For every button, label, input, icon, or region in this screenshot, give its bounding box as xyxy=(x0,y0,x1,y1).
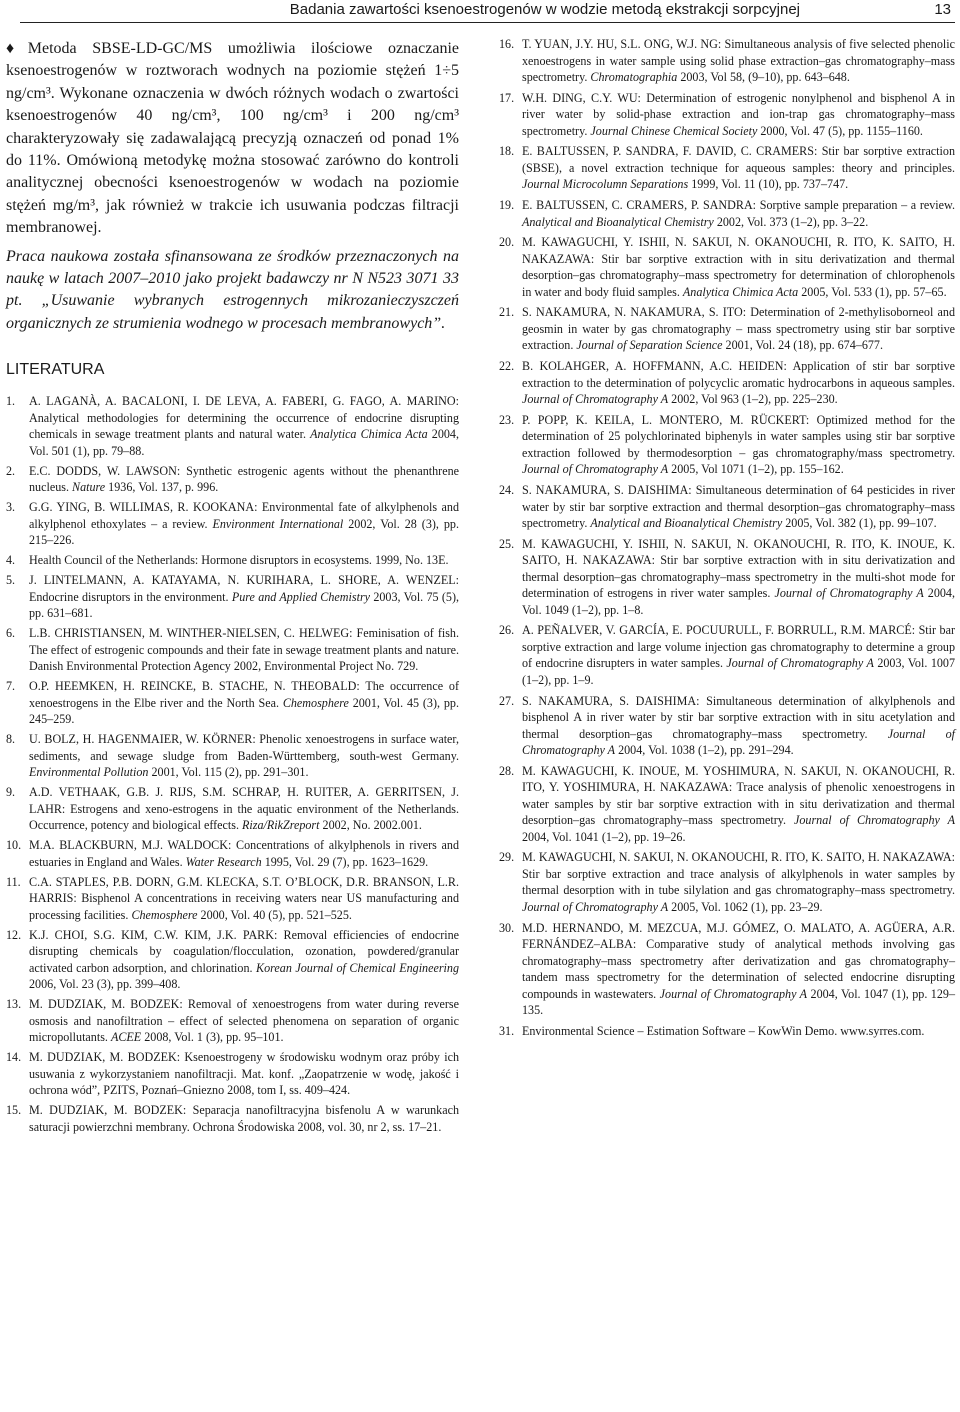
reference-details: 1936, Vol. 137, p. 996. xyxy=(105,480,219,495)
reference-item xyxy=(6,393,459,459)
reference-text xyxy=(522,1023,955,1040)
reference-text xyxy=(522,143,955,193)
reference-title: S. NAKAMURA, N. NAKAMURA, S. ITO: Determination of 2-methylisoborneol and geosmin in water by gas chromatography – mass spectrometry using stir bar sorptive extraction. xyxy=(522,305,955,353)
reference-details: 2008, Vol. 1 (3), pp. 95–101. xyxy=(141,1030,284,1045)
reference-journal: Analytical and Bioanalytical Chemistry xyxy=(590,516,783,530)
reference-title: M. DUDZIAK, M. BODZEK: Ksenoestrogeny w środowisku wodnym oraz próby ich usuwania z wykorzystaniem nanofiltracji. Mat. konf. „Zaopatrzenie w wodę, jakość i ochrona wód”, PZITS, Poznań–Gniezno 2008, tom I, ss. 409–424. xyxy=(29,1050,459,1098)
reference-number: 22. xyxy=(499,359,515,374)
reference-title: U. BOLZ, H. HAGENMAIER, W. KÖRNER: Phenolic xenoestrogens in surface water, sediments, and sewage sludge from Baden-Württemberg, south-west Germany. xyxy=(29,732,459,763)
reference-text xyxy=(522,197,955,230)
reference-text xyxy=(522,234,955,300)
reference-text xyxy=(29,874,459,924)
reference-text xyxy=(29,393,459,459)
reference-item xyxy=(6,1102,459,1135)
reference-title: T. YUAN, J.Y. HU, S.L. ONG, W.J. NG: Simultaneous analysis of five selected phenolic xenoestrogens in water sample using solid phase extraction–gas chromatography–mass spectrometry. xyxy=(522,37,955,84)
reference-details: 1995, Vol. 29 (7), pp. 1623–1629. xyxy=(261,854,429,869)
reference-text xyxy=(29,996,459,1046)
reference-details: 2004, Vol. 1041 (1–2), pp. 19–26. xyxy=(522,829,686,844)
reference-details: 2002, Vol 963 (1–2), pp. 225–230. xyxy=(668,392,838,407)
reference-details: 2004, Vol. 1049 (1–2), pp. 1–8. xyxy=(522,586,955,617)
reference-details: 2001, Vol. 115 (2), pp. 291–301. xyxy=(148,765,309,780)
reference-journal: Chromatographia xyxy=(590,70,678,84)
reference-text xyxy=(29,1049,459,1099)
reference-journal: Analytical and Bioanalytical Chemistry xyxy=(522,214,714,229)
reference-journal: Journal of Chromatography A xyxy=(726,656,874,671)
reference-item xyxy=(6,463,459,496)
reference-title: S. NAKAMURA, S. DAISHIMA: Simultaneous determination of 64 pesticides in river water by stir bar sorptive extraction and thermal desorption–gas chromatography–mass spectrometry. xyxy=(522,483,955,530)
reference-text xyxy=(29,731,459,781)
reference-text xyxy=(522,482,955,532)
reference-title: M. DUDZIAK, M. BODZEK: Separacja nanofiltracyjna bisfenolu A w warunkach saturacji powierzchni membrany. Ochrona Środowiska 2008, vol. 30, nr 2, ss. 17–21. xyxy=(29,1103,459,1134)
reference-list-right xyxy=(499,36,955,1039)
reference-details: 2001, Vol. 24 (18), pp. 674–677. xyxy=(722,338,883,353)
reference-text xyxy=(522,622,955,688)
reference-title: M.D. HERNANDO, M. MEZCUA, M.J. GÓMEZ, O. MALATO, A. AGÜERA, A.R. FERNÁNDEZ–ALBA: Comparative study of analytical methods involving gas chromatography–mass spectrometry after derivatization and gas chromatography–tandem mass spectrometry for the determination of selected endocrine disrupting compounds in wastewaters. xyxy=(522,920,955,1001)
reference-number: 15. xyxy=(6,1103,22,1118)
reference-title: M. DUDZIAK, M. BODZEK: Removal of xenoestrogens from water during reverse osmosis and nanofiltration – effect of selected phenomena on separation of organic micropollutants. xyxy=(29,997,459,1045)
reference-number: 1. xyxy=(6,394,16,409)
reference-text xyxy=(522,304,955,354)
reference-journal: Journal Chinese Chemical Society xyxy=(590,123,758,138)
reference-journal: Riza/RikZreport xyxy=(242,818,320,833)
reference-number: 3. xyxy=(6,500,16,515)
reference-number: 28. xyxy=(499,763,515,778)
reference-item xyxy=(499,1023,955,1040)
reference-text xyxy=(522,536,955,619)
reference-number: 25. xyxy=(499,536,515,551)
reference-title: C.A. STAPLES, P.B. DORN, G.M. KLECKA, S.T. O’BLOCK, D.R. BRANSON, L.R. HARRIS: Bisphenol A concentrations in receiving waters near US manufacturing and processing facilities. xyxy=(29,874,459,922)
reference-title: G.G. YING, B. WILLIMAS, R. KOOKANA: Environmental fate of alkylphenols and alkylphenol ethoxylates – a review. xyxy=(29,500,459,531)
reference-item xyxy=(499,36,955,86)
reference-number: 4. xyxy=(6,553,16,568)
reference-text xyxy=(29,837,459,870)
reference-number: 24. xyxy=(499,483,515,497)
reference-journal: Journal of Chromatography A xyxy=(659,986,808,1001)
reference-item xyxy=(499,693,955,759)
reference-title: M. KAWAGUCHI, Y. ISHII, N. SAKUI, N. OKANOUCHI, R. ITO, K. INOUE, K. SAITO, H. NAKAZAWA: Stir bar sorptive extraction with in situ derivatization and thermal desorption–gas chromatography–mass spectrometry in the multi-shot mode for determination of estrogens in river water samples. xyxy=(522,536,955,601)
right-column xyxy=(499,36,955,1044)
reference-details: 2006, Vol. 23 (3), pp. 399–408. xyxy=(29,977,181,992)
reference-details: 2002, Vol. 373 (1–2), pp. 3–22. xyxy=(713,214,869,229)
reference-title: W.H. DING, C.Y. WU: Determination of estrogenic nonylphenol and bisphenol A in river water by solid-phase extraction and ion-trap gas chromatography–mass spectrometry. xyxy=(522,90,955,138)
reference-title: K.J. CHOI, S.G. KIM, C.W. KIM, J.K. PARK: Removal efficiencies of endocrine disrupting chemicals by coagulation/flocculation, ozonation, powdered/granular activated carbon adsorption, and chlorination. xyxy=(29,927,459,975)
reference-journal: Journal of Chromatography A xyxy=(522,462,669,477)
reference-journal: Analytica Chimica Acta xyxy=(682,284,799,299)
reference-details: 2005, Vol. 1062 (1), pp. 23–29. xyxy=(668,899,823,914)
reference-journal: Journal Microcolumn Separations xyxy=(522,177,689,192)
reference-item xyxy=(6,874,459,924)
left-column xyxy=(6,38,459,1139)
reference-title: P. POPP, K. KEILA, L. MONTERO, M. RÜCKERT: Optimized method for the determination of 25 polychlorinated biphenyls in water samples using stir bar sorptive extraction followed by thermodesorption – gas chromatography/mass spectrometry. xyxy=(522,412,955,460)
reference-number: 21. xyxy=(499,305,515,320)
diamond-bullet-icon: ♦ xyxy=(6,40,26,57)
reference-title: A. LAGANÀ, A. BACALONI, I. DE LEVA, A. FABERI, G. FAGO, A. MARINO: Analytical methodologies for determining the occurrence of endocrine disrupting chemicals in sewage treatment plants and natural water. xyxy=(29,394,459,442)
reference-text xyxy=(522,763,955,846)
reference-number: 16. xyxy=(499,37,515,51)
reference-item xyxy=(6,927,459,993)
reference-item xyxy=(499,143,955,193)
reference-details: 2003, Vol. 75 (5), pp. 631–681. xyxy=(29,589,459,621)
reference-journal: Journal of Separation Science xyxy=(576,338,723,353)
reference-journal: Chemosphere xyxy=(282,695,349,710)
reference-details: 2000, Vol. 47 (5), pp. 1155–1160. xyxy=(757,123,923,138)
reference-number: 30. xyxy=(499,920,515,935)
conclusion-text: Metoda SBSE-LD-GC/MS umożliwia ilościowe oznaczanie ksenoestrogenów w roztworach wodnych na poziomie stężeń 1÷5 ng/cm³. Wykonane oznaczenia w dwóch różnych wodach o zwartości ksenoestrogenów 40 ng/cm³, 100 ng/cm³ i 200 ng/cm³ charakteryzowały się zadawalającą precyzją oznaczeń od ponad 1% do 11%. Omówioną metodykę można stosować zarówno do kontroli analitycznej obecności ksenoestrogenów w wodach na poziomie stężeń mg/m³, jak również w trakcie ich usuwania podczas filtracji membranowej. xyxy=(6,40,460,237)
reference-text xyxy=(522,412,955,478)
reference-text xyxy=(29,625,459,675)
reference-title: L.B. CHRISTIANSEN, M. WINTHER-NIELSEN, C. HELWEG: Feminisation of fish. The effect of estrogenic compounds and their fate in sewage treatment plants and nature. Danish Environmental Protection Agency 2002, Environmental Project No. 729. xyxy=(29,626,459,674)
reference-number: 26. xyxy=(499,623,515,638)
reference-text xyxy=(522,849,955,915)
reference-journal: Analytica Chimica Acta xyxy=(310,427,428,442)
reference-number: 11. xyxy=(6,874,21,889)
reference-details: 1999, Vol. 11 (10), pp. 737–747. xyxy=(688,177,849,192)
reference-details: 2001, Vol. 45 (3), pp. 245–259. xyxy=(29,695,459,727)
reference-details: 2005, Vol 1071 (1–2), pp. 155–162. xyxy=(668,462,844,477)
reference-number: 18. xyxy=(499,144,515,159)
reference-item xyxy=(6,996,459,1046)
conclusion-paragraph xyxy=(6,38,459,240)
reference-item xyxy=(499,90,955,140)
reference-journal: Pure and Applied Chemistry xyxy=(231,589,371,604)
reference-item xyxy=(499,763,955,846)
reference-number: 9. xyxy=(6,785,16,800)
reference-text xyxy=(29,678,459,728)
reference-journal: Environmental Pollution xyxy=(29,765,149,780)
reference-item xyxy=(499,849,955,915)
reference-item xyxy=(6,678,459,728)
reference-number: 2. xyxy=(6,463,16,478)
reference-journal: Journal of Chromatography A xyxy=(522,392,669,407)
reference-item xyxy=(6,499,459,549)
reference-journal: Nature xyxy=(72,480,106,495)
reference-item xyxy=(499,482,955,532)
reference-title: O.P. HEEMKEN, H. REINCKE, B. STACHE, N. THEOBALD: The occurrence of xenoestrogens in the Elbe river and the North Sea. xyxy=(29,679,459,710)
reference-number: 20. xyxy=(499,235,515,250)
reference-title: M. KAWAGUCHI, Y. ISHII, N. SAKUI, N. OKANOUCHI, R. ITO, K. SAITO, H. NAKAZAWA: Stir bar sorptive extraction with in situ derivatization and thermal desorption–gas chromatography–mass spectrometry for determination of chlorophenols in water and body fluid samples. xyxy=(522,235,955,299)
reference-title: Environmental Science – Estimation Software – KowWin Demo. www.syrres.com. xyxy=(522,1023,925,1038)
reference-list-left xyxy=(6,393,459,1135)
reference-journal: Journal of Chromatography A xyxy=(522,899,669,914)
running-title: Badania zawartości ksenoestrogenów w wodzie metodą ekstrakcji sorpcyjnej xyxy=(289,1,800,18)
reference-title: E. BALTUSSEN, C. CRAMERS, P. SANDRA: Sorptive sample preparation – a review. xyxy=(522,198,955,213)
reference-text xyxy=(522,920,955,1019)
reference-number: 19. xyxy=(499,198,515,213)
reference-journal: Journal of Chromatography A xyxy=(774,586,924,601)
reference-title: A.D. VETHAAK, G.B. J. RIJS, S.M. SCHRAP, H. RUITER, A. GERRITSEN, J. LAHR: Estrogens and xeno-estrogens in the aquatic environment of the Netherlands. Occurrence, potency and biological effects. xyxy=(29,785,459,833)
reference-number: 5. xyxy=(6,573,16,588)
funding-note: Praca naukowa została sfinansowana ze środków przeznaczonych na naukę w latach 2007–2010 jako projekt badawczy nr N N523 3071 33 pt. „Usuwanie wybranych estrogennych mikrozanieczyszczeń organicznych ze strumienia wodnego w procesach membranowych”. xyxy=(6,247,459,332)
reference-item xyxy=(499,358,955,408)
reference-text xyxy=(29,463,459,496)
reference-text xyxy=(522,358,955,408)
reference-number: 6. xyxy=(6,626,16,641)
reference-title: E. BALTUSSEN, P. SANDRA, F. DAVID, C. CRAMERS: Stir bar sorptive extraction (SBSE), a novel extraction technique for aqueous samples: theory and principles. xyxy=(522,144,955,175)
reference-details: 2003, Vol 58, (9–10), pp. 643–648. xyxy=(677,70,850,84)
reference-journal: Journal of Chromatography A xyxy=(522,726,955,758)
reference-text xyxy=(522,693,955,759)
reference-details: 2003, Vol. 1007 (1–2), pp. 1–9. xyxy=(522,656,956,687)
reference-text xyxy=(29,572,459,622)
reference-text xyxy=(522,90,955,140)
reference-details: 2005, Vol. 533 (1), pp. 57–65. xyxy=(798,284,947,299)
reference-text xyxy=(29,1102,459,1135)
reference-item xyxy=(6,1049,459,1099)
reference-number: 29. xyxy=(499,850,515,865)
reference-details: 2004, Vol. 1047 (1), pp. 129–135. xyxy=(522,986,955,1018)
reference-details: 2005, Vol. 382 (1), pp. 99–107. xyxy=(782,516,937,530)
reference-title: M.A. BLACKBURN, M.J. WALDOCK: Concentrations of alkylphenols in rivers and estuaries in England and Wales. xyxy=(29,838,459,869)
running-header xyxy=(20,0,955,23)
reference-title: A. PEÑALVER, V. GARCÍA, E. POCUURULL, F. BORRULL, R.M. MARCÉ: Stir bar sorptive extraction and large volume injection gas chromatography to determine a group of endocrine disrupters in water samples. xyxy=(522,623,955,671)
reference-item xyxy=(499,536,955,619)
reference-number: 10. xyxy=(6,838,22,853)
reference-item xyxy=(499,197,955,230)
reference-details: 2002, No. 2002.001. xyxy=(319,818,422,833)
reference-title: E.C. DODDS, W. LAWSON: Synthetic estrogenic agents without the phenanthrene nucleus. xyxy=(29,463,459,495)
reference-title: B. KOLAHGER, A. HOFFMANN, A.C. HEIDEN: Application of stir bar sorptive extraction to the determination of polycyclic aromatic hydrocarbons in aqueous samples. xyxy=(522,359,955,390)
reference-item xyxy=(6,552,459,569)
reference-number: 7. xyxy=(6,679,16,694)
reference-text xyxy=(522,36,955,86)
reference-number: 17. xyxy=(499,90,515,105)
reference-number: 12. xyxy=(6,927,22,942)
reference-item xyxy=(499,920,955,1019)
reference-number: 27. xyxy=(499,693,515,708)
page-number: 13 xyxy=(934,1,951,18)
reference-journal: Journal of Chromatography A xyxy=(794,813,956,828)
reference-details: 2002, Vol. 28 (3), pp. 215–226. xyxy=(29,516,459,548)
reference-item xyxy=(6,572,459,622)
reference-journal: Korean Journal of Chemical Engineering xyxy=(256,960,460,975)
references-heading: LITERATURA xyxy=(6,361,105,379)
reference-number: 14. xyxy=(6,1050,22,1065)
reference-title: S. NAKAMURA, S. DAISHIMA: Simultaneous determination of alkylphenols and bisphenol A in river water by stir bar sorptive extraction with in situ acetylation and thermal desorption–gas chromatography–mass spectrometry. xyxy=(522,693,955,741)
reference-number: 13. xyxy=(6,997,22,1012)
reference-title: Health Council of the Netherlands: Hormone disruptors in ecosystems. 1999, No. 13E. xyxy=(29,553,449,568)
reference-text xyxy=(29,552,459,569)
reference-number: 31. xyxy=(499,1023,515,1038)
reference-number: 23. xyxy=(499,412,515,427)
reference-item xyxy=(499,234,955,300)
reference-number: 8. xyxy=(6,732,16,747)
reference-item xyxy=(6,837,459,870)
reference-item xyxy=(499,622,955,688)
reference-text xyxy=(29,784,459,834)
reference-details: 2000, Vol. 40 (5), pp. 521–525. xyxy=(197,907,352,922)
reference-item xyxy=(6,731,459,781)
reference-item xyxy=(499,304,955,354)
reference-text xyxy=(29,927,459,993)
reference-journal: Environment International xyxy=(212,516,344,531)
reference-item xyxy=(6,625,459,675)
reference-journal: Water Research xyxy=(185,854,262,869)
reference-journal: ACEE xyxy=(110,1030,142,1045)
reference-details: 2004, Vol. 1038 (1–2), pp. 291–294. xyxy=(615,743,794,758)
reference-journal: Chemosphere xyxy=(131,907,198,922)
reference-item xyxy=(499,412,955,478)
reference-title: J. LINTELMANN, A. KATAYAMA, N. KURIHARA, L. SHORE, A. WENZEL: Endocrine disruptors in the environment. xyxy=(29,573,459,604)
reference-item xyxy=(6,784,459,834)
reference-title: M. KAWAGUCHI, N. SAKUI, N. OKANOUCHI, R. ITO, K. SAITO, H. NAKAZAWA: Stir bar sorptive extraction and trace analysis of alkylphenols in water samples by thermal desorption with in tube silylation and gas chromatography–mass spectrometry. xyxy=(522,850,955,898)
reference-title: M. KAWAGUCHI, K. INOUE, M. YOSHIMURA, N. SAKUI, N. OKANOUCHI, R. ITO, Y. YOSHIMURA, H. NAKAZAWA: Trace analysis of phenolic xenoestrogens in water samples by stir bar sorptive extraction with in situ derivatization and thermal desorption–gas chromatography–mass spectrometry. xyxy=(522,763,955,828)
reference-text xyxy=(29,499,459,549)
reference-details: 2004, Vol. 501 (1), pp. 79–88. xyxy=(29,427,459,458)
